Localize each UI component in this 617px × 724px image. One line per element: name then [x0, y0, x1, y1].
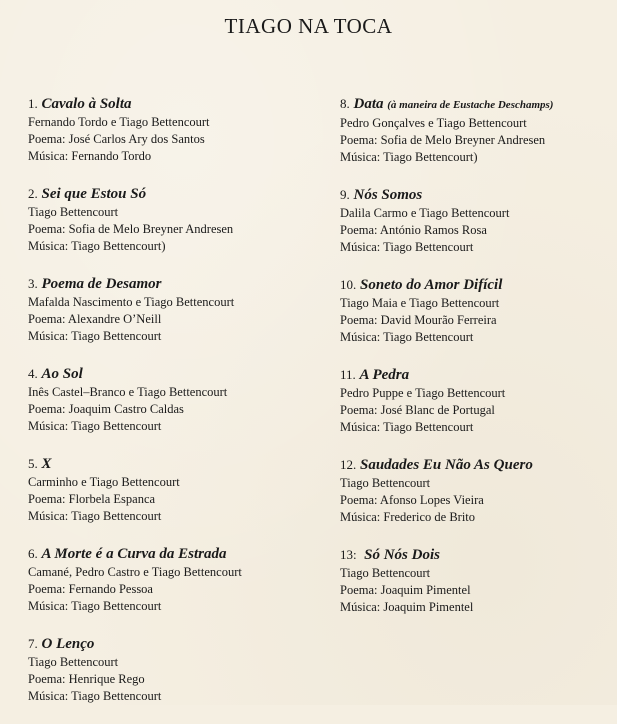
track-heading: [340, 185, 612, 205]
track-number: 11.: [340, 367, 356, 382]
track-heading: [28, 454, 328, 474]
track-number: 8.: [340, 96, 350, 111]
track-heading: [28, 364, 328, 384]
track-poema: Poema: David Mourão Ferreira: [340, 313, 497, 327]
track-heading: [340, 94, 612, 115]
track-poema: Poema: Florbela Espanca: [28, 492, 156, 506]
track-6: [28, 544, 328, 615]
track-poema: Poema: José Carlos Ary dos Santos: [28, 132, 205, 146]
track-5: [28, 454, 328, 525]
track-musica: Música: Tiago Bettencourt): [340, 150, 478, 164]
track-performers: Tiago Bettencourt: [28, 655, 119, 669]
track-number: 4.: [28, 366, 38, 381]
track-subtitle: (à maneira de Eustache Deschamps): [387, 99, 554, 111]
track-name: Data: [353, 96, 384, 112]
track-name: Só Nós Dois: [364, 547, 440, 563]
track-name: Cavalo à Solta: [41, 96, 132, 112]
track-poema: Poema: Afonso Lopes Vieira: [340, 493, 484, 507]
track-name: Nós Somos: [353, 187, 423, 203]
track-musica: Música: Tiago Bettencourt: [340, 240, 474, 254]
track-number: 7.: [28, 636, 38, 651]
track-poema: Poema: Fernando Pessoa: [28, 582, 153, 596]
track-poema: Poema: Alexandre O’Neill: [28, 312, 162, 326]
track-poema: Poema: Sofia de Melo Breyner Andresen: [340, 133, 546, 147]
track-name: Soneto do Amor Difícil: [360, 277, 503, 293]
track-musica: Música: Tiago Bettencourt: [340, 330, 474, 344]
track-number: 9.: [340, 187, 350, 202]
track-performers: Dalila Carmo e Tiago Bettencourt: [340, 206, 510, 220]
track-name: O Lenço: [41, 636, 95, 652]
track-number: 12.: [340, 457, 357, 472]
track-2: [28, 184, 328, 255]
track-number: 13:: [340, 547, 357, 562]
track-3: [28, 274, 328, 345]
track-heading: [28, 544, 328, 564]
page-title: TIAGO NA TOCA: [224, 14, 393, 38]
track-musica: Música: Frederico de Brito: [340, 510, 476, 524]
track-poema: Poema: Henrique Rego: [28, 672, 145, 686]
track-12: [340, 455, 612, 526]
track-11: [340, 365, 612, 436]
track-poema: Poema: Joaquim Castro Caldas: [28, 402, 184, 416]
track-name: A Pedra: [359, 367, 410, 383]
track-heading: [340, 365, 612, 385]
track-performers: Inês Castel–Branco e Tiago Bettencourt: [28, 385, 228, 399]
track-name: X: [41, 456, 52, 472]
track-performers: Carminho e Tiago Bettencourt: [28, 475, 180, 489]
track-musica: Música: Fernando Tordo: [28, 149, 152, 163]
track-poema: Poema: José Blanc de Portugal: [340, 403, 495, 417]
track-musica: Música: Tiago Bettencourt: [28, 329, 162, 343]
track-name: Sei que Estou Só: [41, 186, 147, 202]
track-performers: Fernando Tordo e Tiago Bettencourt: [28, 115, 210, 129]
track-name: Saudades Eu Não As Quero: [360, 457, 533, 473]
track-number: 3.: [28, 276, 38, 291]
track-heading: [28, 274, 328, 294]
track-performers: Pedro Gonçalves e Tiago Bettencourt: [340, 116, 527, 130]
track-poema: Poema: Sofia de Melo Breyner Andresen: [28, 222, 234, 236]
track-heading: [28, 94, 328, 114]
track-heading: [340, 275, 612, 295]
track-number: 6.: [28, 546, 38, 561]
track-13: [340, 545, 612, 616]
track-heading: [340, 455, 612, 475]
track-8: [340, 94, 612, 166]
track-musica: Música: Tiago Bettencourt): [28, 239, 166, 253]
track-poema: Poema: Joaquim Pimentel: [340, 583, 471, 597]
track-name: Poema de Desamor: [41, 276, 162, 292]
track-number: 2.: [28, 186, 38, 201]
track-heading: [340, 545, 612, 565]
track-9: [340, 185, 612, 256]
track-musica: Música: Tiago Bettencourt: [28, 509, 162, 523]
track-number: 5.: [28, 456, 38, 471]
track-10: [340, 275, 612, 346]
track-performers: Tiago Bettencourt: [340, 566, 431, 580]
track-performers: Mafalda Nascimento e Tiago Bettencourt: [28, 295, 235, 309]
track-column-left: [28, 94, 328, 724]
track-name: Ao Sol: [41, 366, 83, 382]
track-musica: Música: Tiago Bettencourt: [28, 599, 162, 613]
track-performers: Tiago Bettencourt: [340, 476, 431, 490]
track-number: 1.: [28, 96, 38, 111]
track-performers: Tiago Bettencourt: [28, 205, 119, 219]
track-performers: Tiago Maia e Tiago Bettencourt: [340, 296, 500, 310]
track-1: [28, 94, 328, 165]
track-number: 10.: [340, 277, 357, 292]
track-musica: Música: Joaquim Pimentel: [340, 600, 474, 614]
track-heading: [28, 184, 328, 204]
track-musica: Música: Tiago Bettencourt: [340, 420, 474, 434]
track-4: [28, 364, 328, 435]
track-column-right: [340, 94, 612, 635]
track-name: A Morte é a Curva da Estrada: [41, 546, 227, 562]
track-performers: Pedro Puppe e Tiago Bettencourt: [340, 386, 506, 400]
track-7: [28, 634, 328, 705]
track-performers: Camané, Pedro Castro e Tiago Bettencourt: [28, 565, 242, 579]
track-musica: Música: Tiago Bettencourt: [28, 419, 162, 433]
track-heading: [28, 634, 328, 654]
track-musica: Música: Tiago Bettencourt: [28, 689, 162, 703]
track-poema: Poema: António Ramos Rosa: [340, 223, 487, 237]
